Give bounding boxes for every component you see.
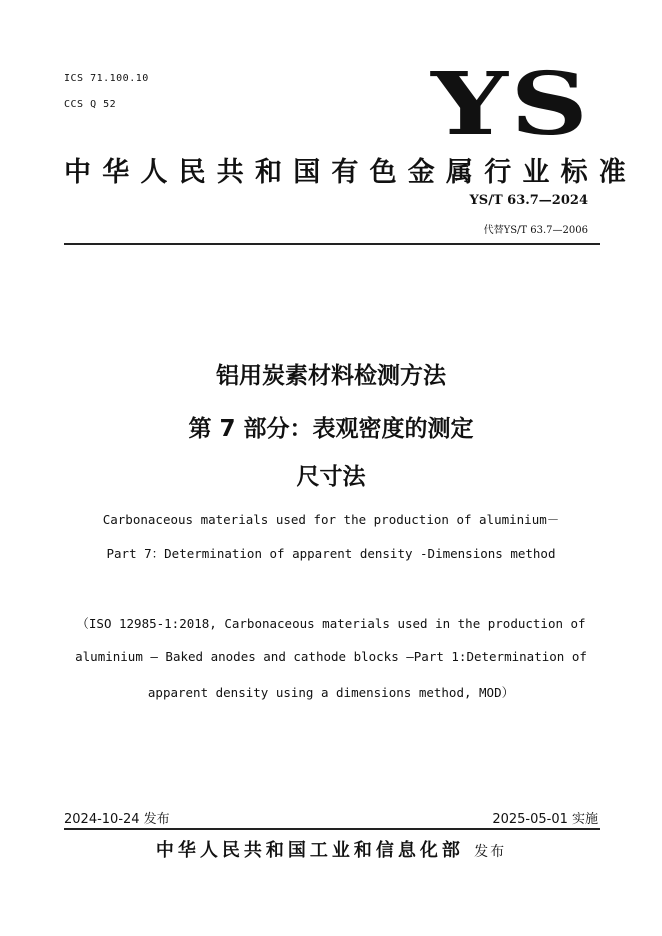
publish-date: 2024-10-24 发布 xyxy=(64,812,170,827)
ccs-code: CCS Q 52 xyxy=(64,99,117,110)
ics-code: ICS 71.100.10 xyxy=(64,73,149,84)
chinese-title-line-3: 尺寸法 xyxy=(296,464,366,490)
standard-category-title: 中华人民共和国有色金属行业标准 xyxy=(64,157,637,188)
iso-reference-line-1: （ISO 12985-1:2018, Carbonaceous materials used in the production of xyxy=(76,616,586,631)
english-title-line-2: Part 7：Determination of apparent density -Dimensions method xyxy=(106,546,556,561)
issuer-suffix: 发布 xyxy=(474,844,507,860)
issuing-authority xyxy=(0,836,662,862)
ys-logo: YS xyxy=(430,54,590,155)
chinese-title-line-1: 铝用炭素材料检测方法 xyxy=(216,363,446,389)
iso-reference-line-3: apparent density using a dimensions method, MOD） xyxy=(147,685,515,700)
english-title-line-1: Carbonaceous materials used for the production of aluminium－ xyxy=(102,512,560,527)
footer-divider xyxy=(64,828,600,830)
iso-reference-line-2: aluminium — Baked anodes and cathode blocks —Part 1:Determination of xyxy=(75,649,587,664)
standard-number: YS/T 63.7—2024 xyxy=(469,193,588,208)
replaces-standard: 代替YS/T 63.7—2006 xyxy=(483,225,588,236)
header-divider xyxy=(64,243,600,245)
issuer-name: 中华人民共和国工业和信息化部 xyxy=(155,840,464,861)
chinese-title-line-2: 第 7 部分：表观密度的测定 xyxy=(188,416,474,442)
implementation-date: 2025-05-01 实施 xyxy=(492,812,598,827)
